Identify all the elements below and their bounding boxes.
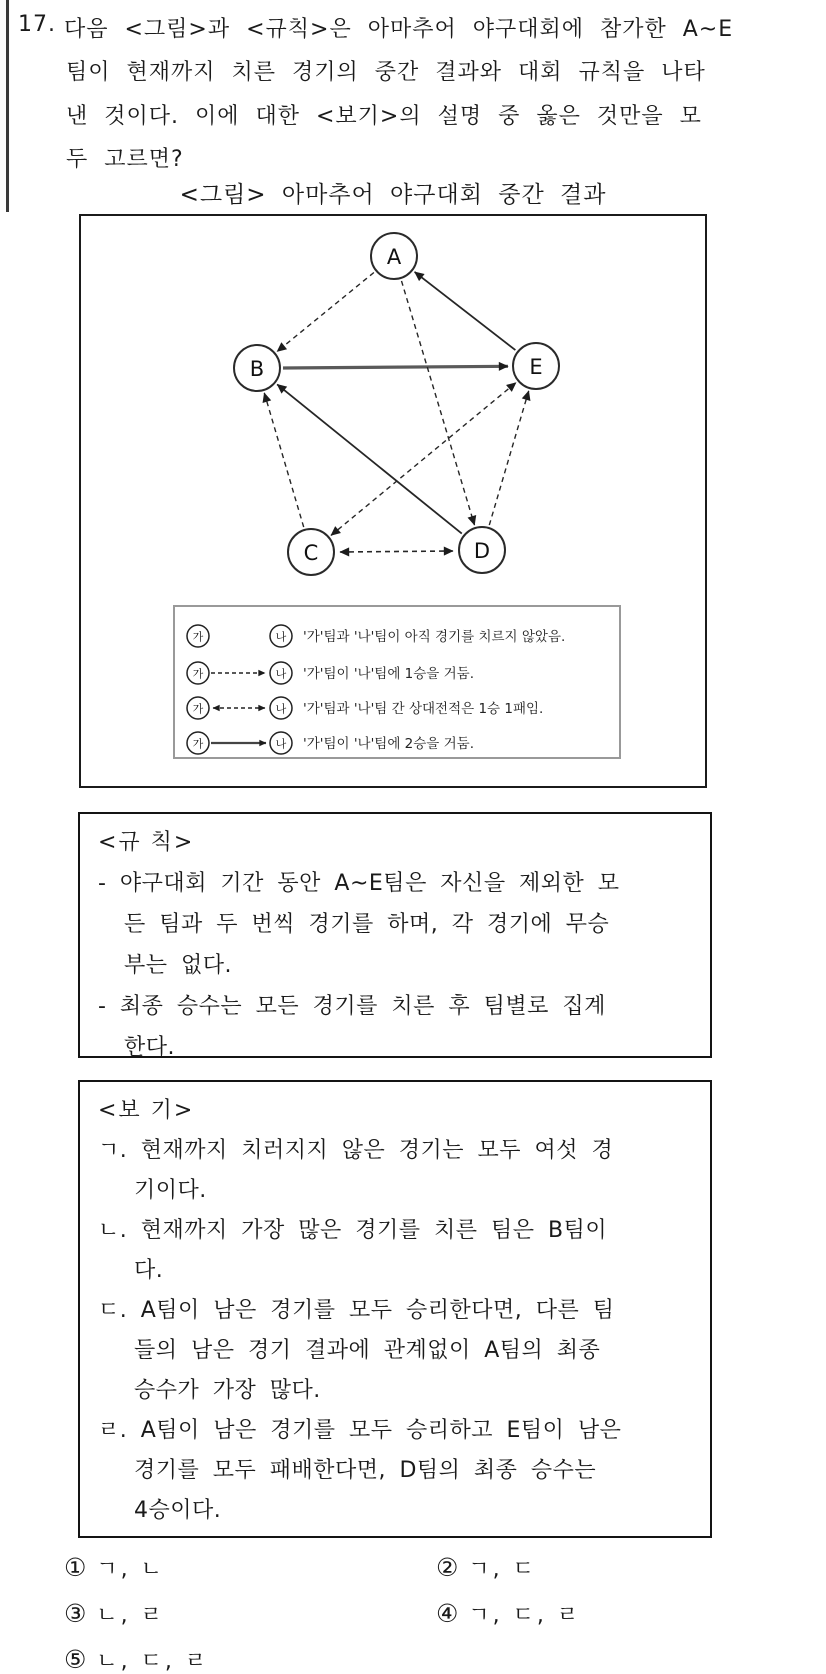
legend-team-a-icon: 가 xyxy=(192,630,204,644)
edge-C-E-dashed-split xyxy=(331,383,516,536)
bogi-item-n-line: 다. xyxy=(134,1258,164,1283)
legend-team-a-icon: 가 xyxy=(192,737,204,751)
bogi-item-r-line: 경기를 모두 패배한다면, D팀의 최종 승수는 xyxy=(134,1458,597,1483)
legend-box xyxy=(174,606,620,758)
choice-4-text: ㄱ, ㄷ, ㄹ xyxy=(468,1603,582,1628)
legend-team-b-icon: 나 xyxy=(275,737,287,751)
choice-1-number: ① xyxy=(64,1553,87,1582)
node-C xyxy=(288,529,334,575)
rules-box xyxy=(78,812,712,1058)
edge-C-to-B-dashed-1win xyxy=(264,393,303,527)
legend-label-split: '가'팀과 '나'팀 간 상대전적은 1승 1패임. xyxy=(303,701,544,717)
figure-box xyxy=(79,214,707,788)
choice-1 xyxy=(64,1552,165,1583)
bogi-item-r-line: 4승이다. xyxy=(134,1498,222,1523)
rules-line: 한다. xyxy=(124,1035,175,1060)
node-E-label: E xyxy=(529,355,543,379)
rules-line: 부는 없다. xyxy=(124,953,232,978)
bogi-item-r-line: ㄹ. A팀이 남은 경기를 모두 승리하고 E팀이 남은 xyxy=(98,1418,622,1443)
choice-3 xyxy=(64,1598,165,1629)
rules-line: - 최종 승수는 모든 경기를 치른 후 팀별로 집계 xyxy=(98,994,606,1019)
figure-title: <그림> 아마추어 야구대회 중간 결과 xyxy=(179,182,607,208)
choice-5-text: ㄴ, ㄷ, ㄹ xyxy=(96,1649,210,1674)
edge-E-to-A-solid-2win xyxy=(415,272,516,350)
bogi-item-g-line: ㄱ. 현재까지 치러지지 않은 경기는 모두 여섯 경 xyxy=(98,1138,614,1163)
choice-5-number: ⑤ xyxy=(64,1645,87,1674)
question-text-line-3: 낸 것이다. 이에 대한 <보기>의 설명 중 옳은 것만을 모 xyxy=(66,104,702,129)
choice-3-number: ③ xyxy=(64,1599,87,1628)
tournament-graph xyxy=(81,216,705,786)
column-divider-rule xyxy=(6,0,9,212)
rules-line: - 야구대회 기간 동안 A~E팀은 자신을 제외한 모 xyxy=(98,871,620,896)
legend-row-one-win xyxy=(187,662,474,684)
node-A xyxy=(371,233,417,279)
node-B-label: B xyxy=(249,357,265,381)
bogi-box xyxy=(78,1080,712,1538)
choice-2 xyxy=(436,1552,537,1583)
node-D xyxy=(459,527,505,573)
node-C-label: C xyxy=(303,541,319,565)
edge-B-to-E-solid-2win xyxy=(283,366,508,368)
legend-label-two-wins: '가'팀이 '나'팀에 2승을 거둠. xyxy=(303,736,475,752)
bogi-heading: <보 기> xyxy=(98,1098,195,1123)
legend-team-a-icon: 가 xyxy=(192,702,204,716)
choice-2-text: ㄱ, ㄷ xyxy=(468,1557,537,1582)
choice-4-number: ④ xyxy=(436,1599,459,1628)
choice-1-text: ㄱ, ㄴ xyxy=(96,1557,165,1582)
bogi-item-n-line: ㄴ. 현재까지 가장 많은 경기를 치른 팀은 B팀이 xyxy=(98,1218,608,1243)
question-number: 17. xyxy=(18,12,56,37)
edge-A-to-B-dashed-1win xyxy=(277,273,374,352)
legend-row-split xyxy=(187,697,543,719)
choice-4 xyxy=(436,1598,581,1629)
choice-2-number: ② xyxy=(436,1553,459,1582)
node-B xyxy=(234,345,280,391)
question-text-line-2: 팀이 현재까지 치른 경기의 중간 결과와 대회 규칙을 나타 xyxy=(66,60,706,85)
bogi-item-d-line: ㄷ. A팀이 남은 경기를 모두 승리한다면, 다른 팀 xyxy=(98,1298,615,1323)
legend-row-not-played xyxy=(187,625,565,647)
node-A-label: A xyxy=(386,245,402,269)
choice-3-text: ㄴ, ㄹ xyxy=(96,1603,165,1628)
rules-heading: <규 칙> xyxy=(98,830,195,855)
question-text-line-1: 다음 <그림>과 <규칙>은 아마추어 야구대회에 참가한 A~E xyxy=(64,17,734,42)
node-D-label: D xyxy=(473,539,491,563)
edge-A-to-D-dashed-1win xyxy=(402,281,475,525)
legend-team-a-icon: 가 xyxy=(192,667,204,681)
legend-team-b-icon: 나 xyxy=(275,667,287,681)
bogi-item-g-line: 기이다. xyxy=(134,1178,207,1203)
question-text-line-4: 두 고르면? xyxy=(66,147,184,172)
choice-5 xyxy=(64,1644,209,1674)
edge-D-to-B-solid-2win xyxy=(277,384,462,533)
bogi-item-d-line: 들의 남은 경기 결과에 관계없이 A팀의 최종 xyxy=(134,1338,601,1363)
rules-line: 든 팀과 두 번씩 경기를 하며, 각 경기에 무승 xyxy=(124,912,610,937)
legend-team-b-icon: 나 xyxy=(275,702,287,716)
edge-C-D-dashed-split xyxy=(340,551,453,552)
bogi-item-d-line: 승수가 가장 많다. xyxy=(134,1378,321,1403)
node-E xyxy=(513,343,559,389)
legend-row-two-wins xyxy=(187,732,474,754)
legend-label-not-played: '가'팀과 '나'팀이 아직 경기를 치르지 않았음. xyxy=(303,629,566,645)
legend-label-one-win: '가'팀이 '나'팀에 1승을 거둠. xyxy=(303,666,475,682)
legend-team-b-icon: 나 xyxy=(275,630,287,644)
edge-D-to-E-dashed-1win xyxy=(489,391,528,525)
